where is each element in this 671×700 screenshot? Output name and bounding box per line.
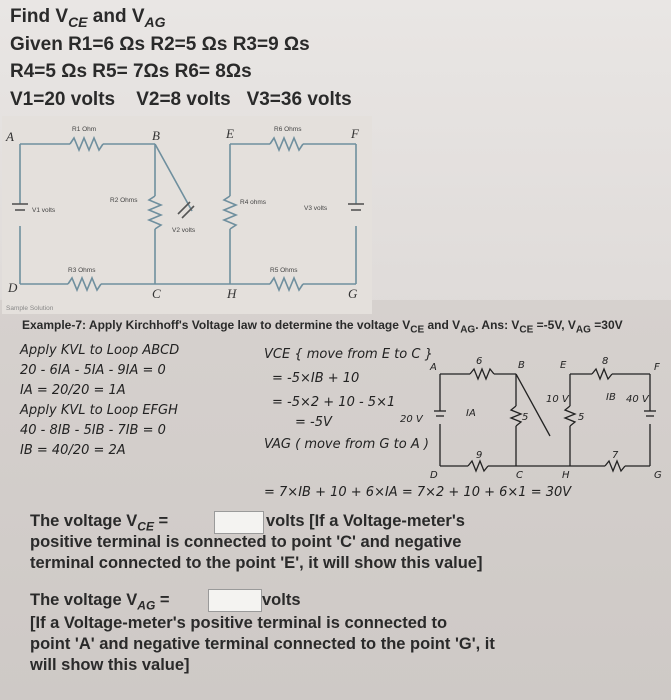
note-line: = -5V <box>295 415 332 430</box>
note-line: Apply KVL to Loop ABCD <box>20 343 180 358</box>
sol-r-mid-right: 5 <box>578 412 585 423</box>
v2-label: V2 volts <box>172 227 196 234</box>
sol-node-f: F <box>654 362 660 373</box>
v1-label: V1 volts <box>32 207 56 214</box>
note-line: 20 - 6IA - 5IA - 9IA = 0 <box>20 363 166 378</box>
vag-answer-input[interactable] <box>208 589 262 612</box>
node-label-f: F <box>351 126 359 141</box>
sol-v-mid: 10 V <box>546 394 569 405</box>
vag-question-line3: point 'A' and negative terminal connected to the point 'G', it <box>30 635 495 653</box>
sol-r-top-right: 8 <box>602 356 609 367</box>
sol-node-d: D <box>430 470 438 481</box>
vce-question-line3: terminal connected to the point 'E', it will show this value] <box>30 554 483 572</box>
vag-question-suffix: volts <box>262 591 301 609</box>
vag-question-line2: [If a Voltage-meter's positive terminal is connected to <box>30 614 448 632</box>
note-line: IB = 40/20 = 2A <box>20 443 126 458</box>
sol-r-mid: 5 <box>522 412 529 423</box>
note-line: = -5×IB + 10 <box>272 371 360 386</box>
sol-v-right: 40 V <box>626 394 649 405</box>
vce-question-line2: positive terminal is connected to point 'C' and negative <box>30 533 462 551</box>
sol-r-top-left: 6 <box>476 356 483 367</box>
sol-r-bottom-right: 7 <box>612 450 619 461</box>
sol-v-left: 20 V <box>400 414 423 425</box>
sol-node-h: H <box>562 470 570 481</box>
note-line: Apply KVL to Loop EFGH <box>20 403 178 418</box>
r5-label: R5 Ohms <box>270 267 298 274</box>
given-resistors-1: Given R1=6 Ωs R2=5 Ωs R3=9 Ωs <box>10 34 310 55</box>
r4-label: R4 ohms <box>240 199 267 206</box>
sol-node-a: A <box>430 362 437 373</box>
node-label-d: D <box>8 280 18 295</box>
vag-question-line1: The voltage $V_{AG}$ = <box>30 591 170 613</box>
note-line: VAG ( move from G to A ) <box>264 437 429 452</box>
node-label-c: C <box>152 286 161 301</box>
vce-answer-input[interactable] <box>214 511 264 534</box>
question-title: Find $V_{CE}$ and $V_{AG}$ <box>10 6 166 30</box>
note-line: VCE { move from E to C } <box>264 347 433 362</box>
node-label-e: E <box>226 126 234 141</box>
given-voltages: V1=20 volts V2=8 volts V3=36 volts <box>10 89 352 110</box>
node-label-h: H <box>227 286 237 301</box>
note-line: IA = 20/20 = 1A <box>20 383 126 398</box>
note-line: = -5×2 + 10 - 5×1 <box>272 395 396 410</box>
sol-node-e: E <box>560 360 567 371</box>
sol-r-bottom: 9 <box>476 450 483 461</box>
r1-label: R1 Ohm <box>72 126 97 133</box>
vce-question-line1: The voltage $V_{CE}$ = <box>30 512 169 534</box>
example-heading: Example-7: Apply Kirchhoff's Voltage law to determine the voltage $V_{CE}$ and $V_{AG}$. Ans: $V_{CE} =-5V$, $V_{AG} =30V$ <box>22 318 623 336</box>
note-line: = 7×IB + 10 + 6×IA = 7×2 + 10 + 6×1 = 30V <box>264 485 572 500</box>
vag-question-line4: will show this value] <box>30 656 190 674</box>
sol-node-b: B <box>518 360 525 371</box>
circuit-diagram <box>2 116 372 314</box>
sol-current-b: IB <box>606 392 616 403</box>
sol-node-c: C <box>516 470 523 481</box>
r2-label: R2 Ohms <box>110 197 138 204</box>
given-resistors-2: R4=5 Ωs R5= 7Ωs R6= 8Ωs <box>10 61 252 82</box>
v3-label: V3 volts <box>304 205 328 212</box>
r6-label: R6 Ohms <box>274 126 302 133</box>
sol-node-g: G <box>654 470 662 481</box>
sample-solution-caption: Sample Solution <box>6 305 54 312</box>
vce-question-suffix: volts [If a Voltage-meter's <box>266 512 465 530</box>
node-label-a: A <box>6 129 14 144</box>
handwritten-solution <box>10 336 665 504</box>
note-line: 40 - 8IB - 5IB - 7IB = 0 <box>20 423 166 438</box>
r3-label: R3 Ohms <box>68 267 96 274</box>
sol-current-a: IA <box>466 408 476 419</box>
node-label-b: B <box>152 128 160 143</box>
node-label-g: G <box>348 286 358 301</box>
